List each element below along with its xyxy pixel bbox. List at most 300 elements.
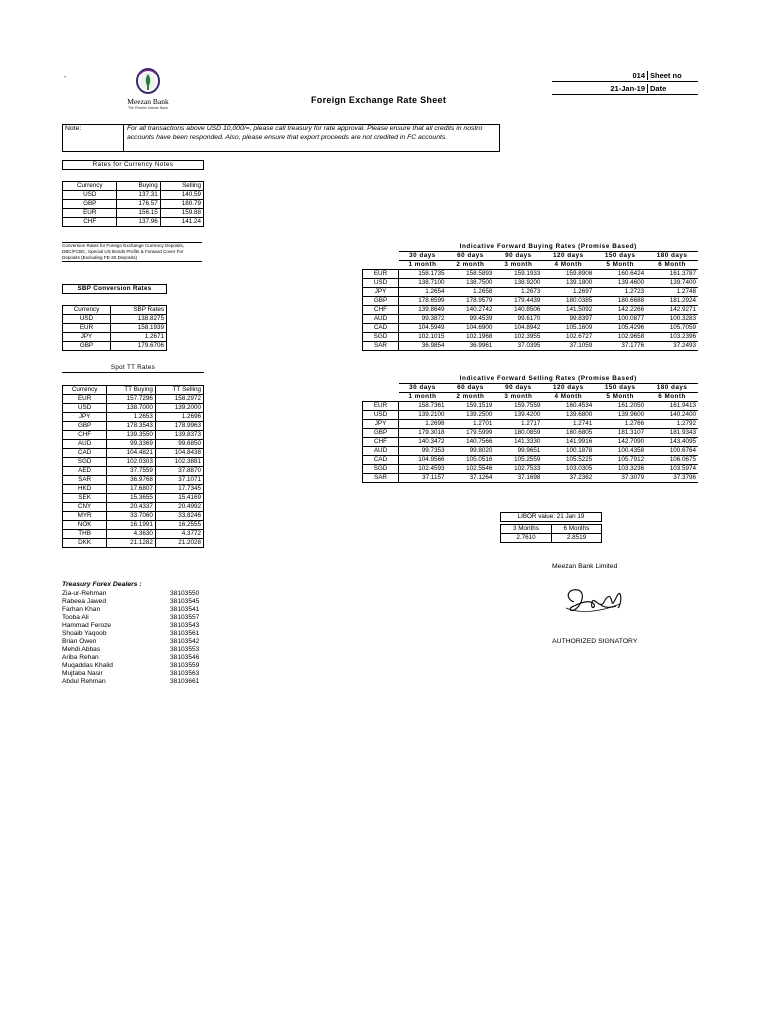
fwd-sell-rate: 141.9916 (542, 438, 594, 447)
fwd-buy-rate: 179.4439 (494, 297, 542, 306)
spot-value: 102.0303 (107, 458, 156, 467)
spot-tt-table (62, 385, 204, 548)
spot-header-row (63, 386, 204, 395)
notes-value: 156.15 (117, 209, 160, 218)
spot-value: 139.8373 (155, 431, 203, 440)
fwd-buy-rate: 139.7400 (646, 279, 698, 288)
dealers-title: Treasury Forex Dealers : (62, 581, 142, 588)
fwd-sell-currency: CAD (363, 456, 399, 465)
fwd-sell-currency: USD (363, 411, 399, 420)
fwd-sell-days-header: 150 days (594, 384, 646, 393)
fwd-buy-months-header: 6 Month (646, 261, 698, 270)
notes-row (63, 218, 204, 227)
spot-currency: THB (63, 530, 107, 539)
spot-row (63, 530, 204, 539)
fwd-buy-days-header: 180 days (646, 252, 698, 261)
fwd-sell-rate: 180.6805 (542, 429, 594, 438)
fwd-sell-rate: 139.9600 (594, 411, 646, 420)
sbp-row (63, 342, 167, 351)
fwd-sell-rate: 180.0859 (494, 429, 542, 438)
fwd-buy-row (363, 315, 699, 324)
dealer-row (62, 622, 199, 630)
fwd-sell-rate: 160.4534 (542, 402, 594, 411)
fwd-buy-months-header: 1 month (399, 261, 447, 270)
spot-row (63, 458, 204, 467)
spot-value: 104.8438 (155, 449, 203, 458)
fwd-sell-months-row (363, 393, 699, 402)
spot-row (63, 422, 204, 431)
spot-currency: CNY (63, 503, 107, 512)
sbp-value: 138.8275 (110, 315, 166, 324)
fwd-buy-months-header: 3 month (494, 261, 542, 270)
dealer-name: Mehdi Abbas (62, 646, 101, 653)
fwd-sell-row (363, 429, 699, 438)
notes-currency: USD (63, 191, 117, 200)
dealer-phone: 38103545 (170, 598, 200, 605)
spot-currency: AED (63, 467, 107, 476)
dealer-name: Shoaib Yaqoob (62, 630, 107, 637)
notes-value: 137.96 (117, 218, 160, 227)
fwd-sell-rate: 103.5974 (646, 465, 698, 474)
sheet-no-label: Sheet no (650, 71, 682, 80)
notes-currency: CHF (63, 218, 117, 227)
fwd-sell-months-header: 4 Month (542, 393, 594, 402)
bank-emblem-icon (135, 68, 161, 96)
fwd-buy-rate: 159.8908 (542, 270, 594, 279)
fwd-buy-months-header: 5 Month (594, 261, 646, 270)
fwd-sell-rate: 100.1878 (542, 447, 594, 456)
fwd-sell-rate: 179.3018 (399, 429, 447, 438)
spot-value: 158.2972 (155, 395, 203, 404)
notes-header-cell: Selling (160, 182, 203, 191)
dealer-row (62, 606, 199, 614)
fwd-sell-currency: SGD (363, 465, 399, 474)
spot-value: 33.7060 (107, 512, 156, 521)
fwd-buy-rate: 1.2723 (594, 288, 646, 297)
spot-value: 4.3630 (107, 530, 156, 539)
fwd-buy-rate: 158.1735 (399, 270, 447, 279)
notes-currency: EUR (63, 209, 117, 218)
fwd-sell-rate: 99.7353 (399, 447, 447, 456)
fwd-buy-rate: 141.5092 (542, 306, 594, 315)
fwd-sell-rate: 104.9566 (399, 456, 447, 465)
spot-currency: AUD (63, 440, 107, 449)
fwd-buy-rate: 36.9854 (399, 342, 447, 351)
dealer-phone: 38103541 (170, 606, 200, 613)
currency-notes-table (62, 181, 204, 227)
notes-currency: GBP (63, 200, 117, 209)
fwd-buy-days-header: 30 days (399, 252, 447, 261)
spot-currency: SAR (63, 476, 107, 485)
fwd-sell-rate: 1.2792 (646, 420, 698, 429)
dealer-row (62, 678, 199, 686)
fwd-sell-rate: 158.7361 (399, 402, 447, 411)
fwd-buy-currency: AUD (363, 315, 399, 324)
fwd-sell-rate: 139.6800 (542, 411, 594, 420)
fwd-buy-currency: CAD (363, 324, 399, 333)
sbp-row (63, 324, 167, 333)
dealer-phone: 38103563 (170, 670, 200, 677)
sbp-conversion-table (62, 305, 167, 351)
fwd-buy-currency: USD (363, 279, 399, 288)
fwd-buy-days-row (363, 252, 699, 261)
fwd-sell-days-row (363, 384, 699, 393)
fwd-sell-rate: 142.7090 (594, 438, 646, 447)
fwd-buy-title-row (363, 243, 699, 252)
dealer-phone: 38103661 (170, 678, 200, 685)
fwd-buy-rate: 37.1776 (594, 342, 646, 351)
notes-header-cell: Currency (63, 182, 117, 191)
spot-row (63, 449, 204, 458)
fwd-sell-rate: 143.4095 (646, 438, 698, 447)
dealer-phone: 38103561 (170, 630, 200, 637)
dealer-row (62, 638, 199, 646)
fwd-buy-rate: 102.1015 (399, 333, 447, 342)
dealer-phone: 38103543 (170, 622, 200, 629)
bank-logo (120, 68, 176, 122)
currency-notes-title: Rates for Currency Notes (62, 160, 204, 170)
fwd-sell-rate: 37.3796 (646, 474, 698, 483)
fwd-sell-days-header: 120 days (542, 384, 594, 393)
fwd-buy-row (363, 333, 699, 342)
fwd-buy-row (363, 342, 699, 351)
libor-box (500, 512, 602, 543)
fwd-sell-months-header: 5 Month (594, 393, 646, 402)
fwd-buy-months-header: 4 Month (542, 261, 594, 270)
fwd-buy-rate: 103.2396 (646, 333, 698, 342)
fwd-buy-rate: 138.9200 (494, 279, 542, 288)
spot-currency: CAD (63, 449, 107, 458)
dealer-name: Mujtaba Nasir (62, 670, 103, 677)
dealer-row (62, 598, 199, 606)
fwd-buy-row (363, 324, 699, 333)
fwd-sell-rate: 181.3107 (594, 429, 646, 438)
spot-value: 21.1282 (107, 539, 156, 548)
spot-currency: DKK (63, 539, 107, 548)
fwd-sell-rate: 37.1157 (399, 474, 447, 483)
fwd-sell-rate: 102.7533 (494, 465, 542, 474)
spot-row (63, 431, 204, 440)
spot-value: 139.2000 (155, 404, 203, 413)
fwd-buy-rate: 181.2924 (646, 297, 698, 306)
notes-value: 137.31 (117, 191, 160, 200)
spot-header-cell: TT Selling (155, 386, 203, 395)
sbp-row (63, 315, 167, 324)
fwd-sell-rate: 179.5999 (446, 429, 494, 438)
sbp-value: 179.6706 (110, 342, 166, 351)
signature (560, 580, 640, 620)
dealer-row (62, 654, 199, 662)
forward-selling-table (362, 375, 698, 483)
fwd-sell-rate: 105.0516 (446, 456, 494, 465)
notes-value: 159.88 (160, 209, 203, 218)
fwd-sell-rate: 99.8020 (446, 447, 494, 456)
spot-row (63, 413, 204, 422)
signatory-label: AUTHORIZED SIGNATORY (552, 638, 638, 645)
fwd-buy-row (363, 270, 699, 279)
spot-currency: SEK (63, 494, 107, 503)
fwd-sell-rate: 100.4358 (594, 447, 646, 456)
fwd-sell-rate: 102.5546 (446, 465, 494, 474)
note-label: Note: (63, 125, 124, 151)
fwd-sell-row (363, 447, 699, 456)
dealer-name: Brian Owen (62, 638, 97, 645)
fwd-sell-currency: GBP (363, 429, 399, 438)
spot-row (63, 404, 204, 413)
date-value: 21-Jan-19 (552, 84, 648, 93)
sbp-header-cell: Currency (63, 306, 111, 315)
forward-buying-table (362, 243, 698, 351)
fwd-sell-rate: 140.3472 (399, 438, 447, 447)
dealer-name: Farhan Khan (62, 606, 101, 613)
spot-header-cell: Currency (63, 386, 107, 395)
sbp-value: 1.2671 (110, 333, 166, 342)
fwd-sell-rate: 161.2050 (594, 402, 646, 411)
spot-currency: EUR (63, 395, 107, 404)
dealer-name: Muqaddas Khalid (62, 662, 113, 669)
fwd-sell-rate: 159.1519 (446, 402, 494, 411)
fwd-buy-days-header: 90 days (494, 252, 542, 261)
notes-value: 176.57 (117, 200, 160, 209)
fwd-sell-currency: EUR (363, 402, 399, 411)
fwd-buy-rate: 99.6170 (494, 315, 542, 324)
fwd-buy-rate: 159.1933 (494, 270, 542, 279)
spot-value: 178.9963 (155, 422, 203, 431)
spot-value: 1.2653 (107, 413, 156, 422)
fwd-sell-rate: 140.2400 (646, 411, 698, 420)
spot-value: 15.3655 (107, 494, 156, 503)
fwd-buy-rate: 102.1968 (446, 333, 494, 342)
fwd-buy-rate: 102.6727 (542, 333, 594, 342)
notes-value: 141.24 (160, 218, 203, 227)
fwd-sell-rate: 141.3330 (494, 438, 542, 447)
fwd-buy-days-header: 120 days (542, 252, 594, 261)
spot-value: 37.7559 (107, 467, 156, 476)
dealer-name: Ariba Rehan (62, 654, 99, 661)
fwd-buy-rate: 138.7500 (446, 279, 494, 288)
libor-6m-value: 2.8519 (551, 534, 602, 543)
fwd-buy-title: Indicative Forward Buying Rates (Promise Based) (399, 243, 699, 252)
fwd-sell-months-header: 3 month (494, 393, 542, 402)
spot-row (63, 467, 204, 476)
page-title: Foreign Exchange Rate Sheet (311, 95, 447, 105)
fwd-buy-rate: 178.6599 (399, 297, 447, 306)
fwd-sell-currency: CHF (363, 438, 399, 447)
spot-value: 33.8246 (155, 512, 203, 521)
spot-value: 20.4992 (155, 503, 203, 512)
spot-currency: JPY (63, 413, 107, 422)
fwd-sell-rate: 37.2362 (542, 474, 594, 483)
notes-value: 140.59 (160, 191, 203, 200)
fwd-buy-currency: EUR (363, 270, 399, 279)
sbp-value: 158.1939 (110, 324, 166, 333)
spot-value: 138.7000 (107, 404, 156, 413)
fwd-sell-row (363, 474, 699, 483)
fwd-buy-rate: 1.2673 (494, 288, 542, 297)
fwd-buy-currency: SGD (363, 333, 399, 342)
sheet-meta (552, 70, 698, 95)
dealer-name: Tooba Ali (62, 614, 89, 621)
fwd-buy-rate: 105.4296 (594, 324, 646, 333)
fwd-sell-months-header: 1 month (399, 393, 447, 402)
fwd-buy-rate: 142.2266 (594, 306, 646, 315)
fwd-buy-rate: 99.4539 (446, 315, 494, 324)
spot-value: 102.3881 (155, 458, 203, 467)
fwd-sell-rate: 1.2766 (594, 420, 646, 429)
fwd-buy-rate: 139.8649 (399, 306, 447, 315)
fwd-sell-currency: AUD (363, 447, 399, 456)
fwd-sell-rate: 103.3236 (594, 465, 646, 474)
fwd-buy-rate: 100.3283 (646, 315, 698, 324)
fwd-sell-row (363, 456, 699, 465)
spot-currency: NOK (63, 521, 107, 530)
fwd-sell-rate: 1.2701 (446, 420, 494, 429)
spot-row (63, 395, 204, 404)
fwd-buy-rate: 140.8506 (494, 306, 542, 315)
notes-row (63, 209, 204, 218)
spot-row (63, 521, 204, 530)
fwd-buy-currency: GBP (363, 297, 399, 306)
conversion-caption: Conversion Rates for Foreign Exchange Currency Deposits, DBC/FCBC, Special US Bonds Profits & Forward Cover For Deposits (Excluding FE-25 Deposits) (62, 242, 202, 262)
sbp-currency: GBP (63, 342, 111, 351)
bank-name: Meezan Bank (127, 97, 169, 106)
fwd-buy-row (363, 306, 699, 315)
spot-header-cell: TT Buying (107, 386, 156, 395)
fwd-sell-row (363, 420, 699, 429)
fwd-sell-rate: 181.9343 (646, 429, 698, 438)
spot-value: 99.3369 (107, 440, 156, 449)
dealer-name: Abdul Rehman (62, 678, 106, 685)
sbp-row (63, 333, 167, 342)
bank-tagline: The Premier Islamic Bank (127, 106, 169, 110)
fwd-buy-currency: SAR (363, 342, 399, 351)
spot-value: 99.6850 (155, 440, 203, 449)
dealer-phone: 38103546 (170, 654, 200, 661)
spot-value: 15.4169 (155, 494, 203, 503)
spot-value: 4.3772 (155, 530, 203, 539)
fwd-sell-row (363, 411, 699, 420)
fwd-buy-rate: 104.8942 (494, 324, 542, 333)
fwd-sell-rate: 103.0305 (542, 465, 594, 474)
fwd-sell-currency: SAR (363, 474, 399, 483)
fwd-sell-rate: 1.2717 (494, 420, 542, 429)
fwd-sell-months-header: 6 Month (646, 393, 698, 402)
fwd-sell-rate: 1.2698 (399, 420, 447, 429)
sbp-currency: EUR (63, 324, 111, 333)
spot-row (63, 485, 204, 494)
fwd-sell-row (363, 465, 699, 474)
spot-value: 157.7296 (107, 395, 156, 404)
fwd-buy-rate: 178.9579 (446, 297, 494, 306)
fwd-sell-rate: 105.5225 (542, 456, 594, 465)
fwd-buy-rate: 37.1059 (542, 342, 594, 351)
spot-currency: GBP (63, 422, 107, 431)
spot-currency: HKD (63, 485, 107, 494)
fwd-buy-currency: CHF (363, 306, 399, 315)
fwd-buy-rate: 160.6424 (594, 270, 646, 279)
fwd-sell-title-row (363, 375, 699, 384)
spot-tt-title: Spot TT Rates (62, 364, 204, 373)
fwd-buy-rate: 139.4600 (594, 279, 646, 288)
spot-row (63, 512, 204, 521)
fwd-sell-rate: 37.1698 (494, 474, 542, 483)
fwd-buy-rate: 37.0395 (494, 342, 542, 351)
libor-title: LIBOR value: 21 Jan 19 (500, 512, 602, 522)
spot-value: 16.2555 (155, 521, 203, 530)
date-label: Date (650, 83, 667, 93)
spot-currency: USD (63, 404, 107, 413)
fwd-sell-rate: 1.2741 (542, 420, 594, 429)
company-name: Meezan Bank Limited (552, 563, 618, 570)
fwd-buy-rate: 105.1609 (542, 324, 594, 333)
spot-row (63, 440, 204, 449)
spot-value: 37.8870 (155, 467, 203, 476)
fwd-sell-rate: 159.7559 (494, 402, 542, 411)
fwd-buy-rate: 158.5893 (446, 270, 494, 279)
libor-6m-header: 6 Months (551, 524, 602, 534)
fwd-buy-rate: 161.3787 (646, 270, 698, 279)
fwd-sell-title: Indicative Forward Selling Rates (Promise Based) (399, 375, 699, 384)
fwd-sell-days-header: 90 days (494, 384, 542, 393)
spot-currency: CHF (63, 431, 107, 440)
fwd-buy-rate: 99.3872 (399, 315, 447, 324)
dealer-row (62, 662, 199, 670)
notes-header-row (63, 182, 204, 191)
dealer-row (62, 630, 199, 638)
sbp-header-cell: SBP Rates (110, 306, 166, 315)
fwd-buy-row (363, 288, 699, 297)
fwd-sell-row (363, 402, 699, 411)
libor-3m-header: 3 Months (500, 524, 551, 534)
fwd-buy-rate: 105.7059 (646, 324, 698, 333)
libor-3m-value: 2.7610 (500, 534, 551, 543)
dealer-name: Zia-ur-Rehman (62, 590, 107, 597)
notes-value: 180.79 (160, 200, 203, 209)
fwd-buy-days-header: 150 days (594, 252, 646, 261)
fwd-buy-rate: 142.9271 (646, 306, 698, 315)
fwd-buy-row (363, 297, 699, 306)
dealer-phone: 38103557 (170, 614, 200, 621)
fwd-buy-currency: JPY (363, 288, 399, 297)
note-text: For all transactions above USD 10,000/=, please call treasury for rate approval. Please ensure that all credits in nostro accounts have been responded. Also, please ensure that export proceeds are not credited in FC accounts. (127, 125, 483, 141)
fwd-buy-rate: 1.2658 (446, 288, 494, 297)
fwd-buy-rate: 102.9658 (594, 333, 646, 342)
fwd-buy-rate: 36.9961 (446, 342, 494, 351)
dealer-name: Rabeea Jawed (62, 598, 106, 605)
fwd-sell-rate: 99.9651 (494, 447, 542, 456)
notes-row (63, 191, 204, 200)
fwd-buy-rate: 102.3955 (494, 333, 542, 342)
fwd-sell-rate: 102.4593 (399, 465, 447, 474)
fwd-buy-days-header: 60 days (446, 252, 494, 261)
fwd-buy-rate: 104.5949 (399, 324, 447, 333)
notes-header-cell: Buying (117, 182, 160, 191)
note-box (62, 124, 500, 152)
spot-row (63, 476, 204, 485)
dealer-row (62, 614, 199, 622)
fwd-buy-rate: 1.2654 (399, 288, 447, 297)
fwd-sell-days-header: 60 days (446, 384, 494, 393)
fwd-buy-rate: 140.2742 (446, 306, 494, 315)
fwd-buy-rate: 1.2697 (542, 288, 594, 297)
fwd-buy-rate: 99.8397 (542, 315, 594, 324)
spot-value: 139.3550 (107, 431, 156, 440)
dealer-name: Hammad Feroze (62, 622, 112, 629)
sheet-no-value: 014 (552, 71, 648, 80)
spot-value: 36.9768 (107, 476, 156, 485)
fwd-sell-rate: 105.2559 (494, 456, 542, 465)
corner-mark: - (64, 74, 67, 81)
